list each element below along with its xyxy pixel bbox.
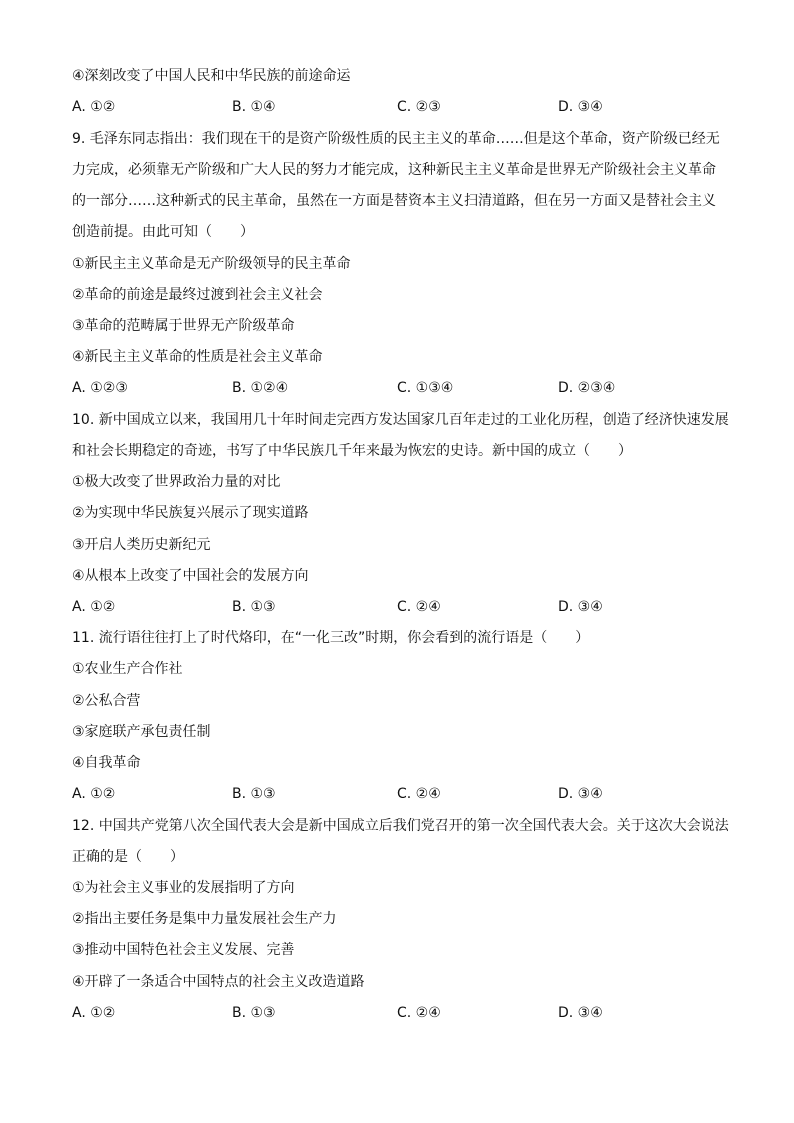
q12-stem-line-2: 正确的是（ ） <box>72 849 184 865</box>
q9-option-b: B. ①②④ <box>232 380 289 396</box>
q11-option-b: B. ①③ <box>232 786 276 802</box>
q12-option-c: C. ②④ <box>397 1005 441 1021</box>
top-options <box>72 97 732 117</box>
top-option-c: C. ②③ <box>397 99 441 115</box>
q9-stem-line-4: 创造前提。由此可知（ ） <box>72 224 254 240</box>
q10-item-3: ③开启人类历史新纪元 <box>72 537 211 553</box>
q9-item-2: ②革命的前途是最终过渡到社会主义社会 <box>72 287 323 303</box>
q9-options <box>72 378 732 398</box>
q9-stem-line-2: 力完成，必须靠无产阶级和广大人民的努力才能完成，这种新民主主义革命是世界无产阶级社会主义革命 <box>72 162 716 178</box>
q9-option-a: A. ①②③ <box>72 380 128 396</box>
q11-item-4: ④自我革命 <box>72 755 141 771</box>
q12-item-1: ①为社会主义事业的发展指明了方向 <box>72 880 295 896</box>
q9-stem-line-1: 9. 毛泽东同志指出：我们现在干的是资产阶级性质的民主主义的革命……但是这个革命，资产阶级已经无 <box>72 131 720 147</box>
q10-stem-line-2: 和社会长期稳定的奇迹，书写了中华民族几千年来最为恢宏的史诗。新中国的成立（ ） <box>72 443 632 459</box>
q11-item-2: ②公私合营 <box>72 693 141 709</box>
q12-option-b: B. ①③ <box>232 1005 276 1021</box>
q11-item-3: ③家庭联产承包责任制 <box>72 724 211 740</box>
q11-option-a: A. ①② <box>72 786 116 802</box>
q10-options <box>72 597 732 617</box>
q12-options <box>72 1003 732 1023</box>
q9-item-3: ③革命的范畴属于世界无产阶级革命 <box>72 318 295 334</box>
q10-stem-line-1: 10. 新中国成立以来，我国用几十年时间走完西方发达国家几百年走过的工业化历程，创造了经济快速发展 <box>72 412 729 428</box>
q11-option-d: D. ③④ <box>558 786 603 802</box>
q9-item-1: ①新民主主义革命是无产阶级领导的民主革命 <box>72 256 351 272</box>
q9-item-4: ④新民主主义革命的性质是社会主义革命 <box>72 349 323 365</box>
q12-option-a: A. ①② <box>72 1005 116 1021</box>
q11-options <box>72 784 732 804</box>
q10-option-b: B. ①③ <box>232 599 276 615</box>
q10-option-a: A. ①② <box>72 599 116 615</box>
q12-item-2: ②指出主要任务是集中力量发展社会生产力 <box>72 911 337 927</box>
q12-item-4: ④开辟了一条适合中国特点的社会主义改造道路 <box>72 974 365 990</box>
q12-option-d: D. ③④ <box>558 1005 603 1021</box>
q11-option-c: C. ②④ <box>397 786 441 802</box>
top-option-d: D. ③④ <box>558 99 603 115</box>
q11-stem-line-1: 11. 流行语往往打上了时代烙印，在“一化三改”时期，你会看到的流行语是（ ） <box>72 630 590 646</box>
top-option-a: A. ①② <box>72 99 116 115</box>
top-item-4: ④深刻改变了中国人民和中华民族的前途命运 <box>72 68 351 84</box>
q12-item-3: ③推动中国特色社会主义发展、完善 <box>72 942 295 958</box>
q9-option-d: D. ②③④ <box>558 380 616 396</box>
q10-item-4: ④从根本上改变了中国社会的发展方向 <box>72 568 309 584</box>
q9-stem-line-3: 的一部分……这种新式的民主革命，虽然在一方面是替资本主义扫清道路，但在另一方面又是替社会主义 <box>72 193 716 209</box>
q10-item-2: ②为实现中华民族复兴展示了现实道路 <box>72 505 309 521</box>
q10-option-d: D. ③④ <box>558 599 603 615</box>
q11-item-1: ①农业生产合作社 <box>72 661 183 677</box>
q9-option-c: C. ①③④ <box>397 380 454 396</box>
q12-stem-line-1: 12. 中国共产党第八次全国代表大会是新中国成立后我们党召开的第一次全国代表大会。关于这次大会说法 <box>72 818 729 834</box>
q10-option-c: C. ②④ <box>397 599 441 615</box>
top-option-b: B. ①④ <box>232 99 276 115</box>
q10-item-1: ①极大改变了世界政治力量的对比 <box>72 474 281 490</box>
